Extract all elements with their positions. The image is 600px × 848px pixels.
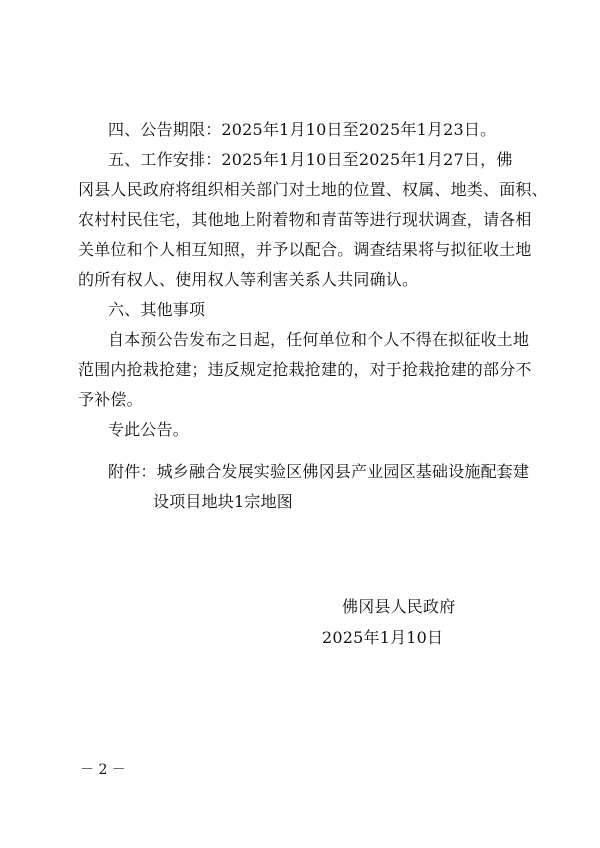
paragraph-work-arrangement-line-2: 冈县人民政府将组织相关部门对土地的位置、权属、地类、面积、	[78, 180, 548, 199]
paragraph-other-matters-line-3: 予补偿。	[78, 390, 143, 409]
paragraph-work-arrangement-line-5: 的所有权人、使用权人等利害关系人共同确认。	[78, 270, 419, 289]
paragraph-work-arrangement-line-4: 关单位和个人相互知照，并予以配合。调查结果将与拟征收土地	[78, 240, 532, 259]
paragraph-other-matters-line-1: 自本预公告发布之日起，任何单位和个人不得在拟征收土地	[108, 330, 530, 349]
issue-date: 2025年1月10日	[322, 628, 444, 647]
paragraph-other-matters-line-2: 范围内抢栽抢建；违反规定抢栽抢建的，对于抢栽抢建的部分不	[78, 360, 532, 379]
attachment-line-2: 设项目地块1宗地图	[153, 492, 293, 511]
page-number: － 2 －	[80, 762, 126, 778]
issuer-signature: 佛冈县人民政府	[342, 597, 456, 616]
paragraph-work-arrangement-line-3: 农村村民住宅，其他地上附着物和青苗等进行现状调查，请各相	[78, 210, 532, 229]
attachment-line-1: 附件：城乡融合发展实验区佛冈县产业园区基础设施配套建	[108, 462, 530, 481]
section-heading-other-matters: 六、其他事项	[108, 300, 206, 319]
paragraph-announcement-period: 四、公告期限：2025年1月10日至2025年1月23日。	[108, 120, 497, 139]
closing-statement: 专此公告。	[108, 420, 190, 439]
paragraph-work-arrangement-line-1: 五、工作安排：2025年1月10日至2025年1月27日，佛	[108, 150, 513, 169]
